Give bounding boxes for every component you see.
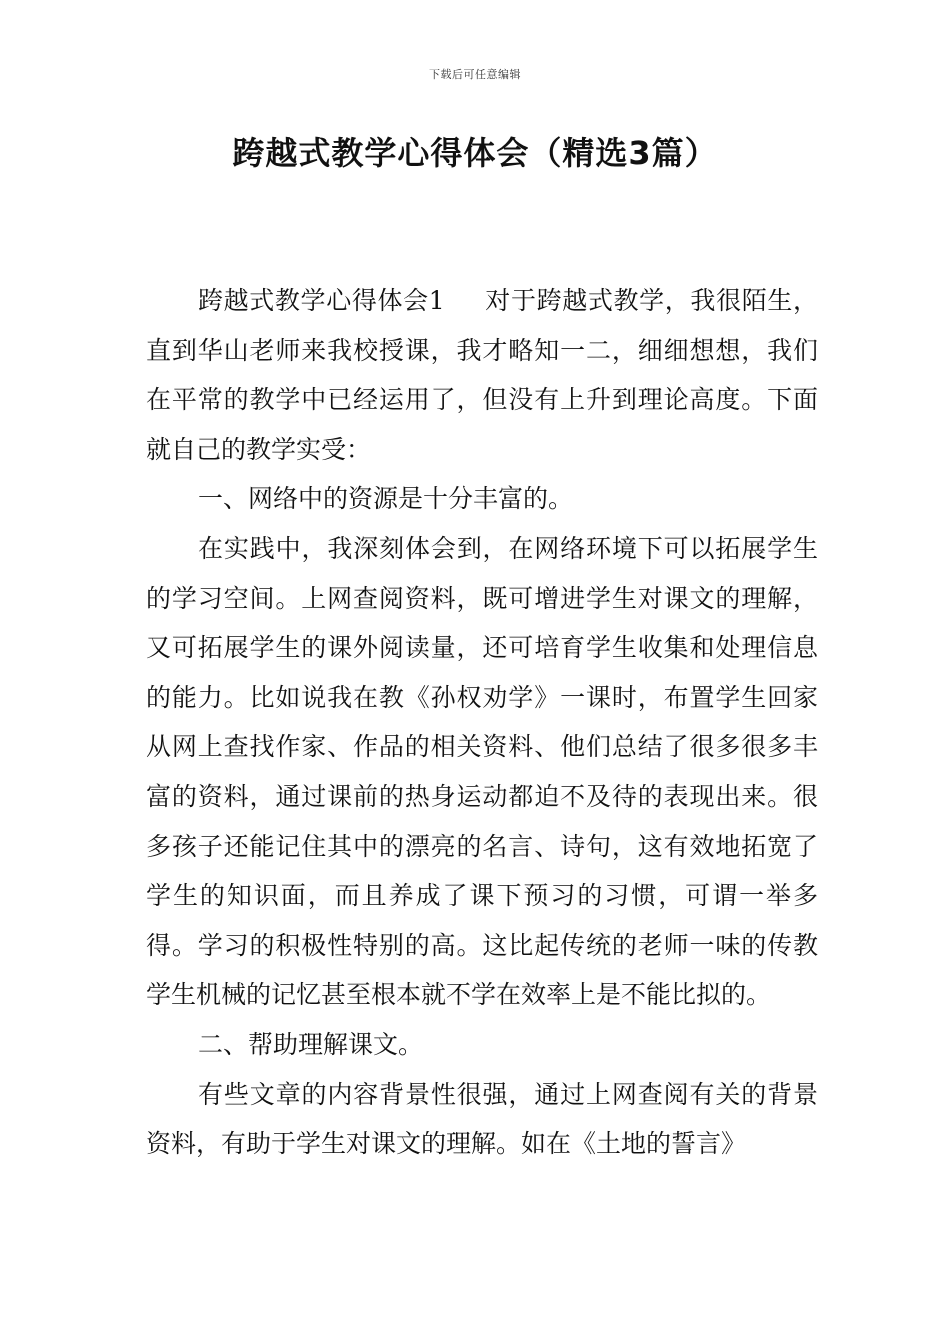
paragraph-2: 一、网络中的资源是十分丰富的。 bbox=[198, 484, 574, 514]
paragraph-3: 在实践中，我深刻体会到，在网络环境下可以拓展学生的学习空间。上网查阅资料，既可增进学生对课文的理解，又可拓展学生的课外阅读量，还可培育学生收集和处理信息的能力。比如说我在教《孙权劝学》一课时，布置学生回家从网上查找作家、作品的相关资料、他们总结了很多很多丰富的资料，通过课前的热身运动都迫不及待的表现出来。很多孩子还能记住其中的漂亮的名言、诗句，这有效地拓宽了学生的知识面，而且养成了课下预习的习惯，可谓一举多得。学习的积极性特别的高。这比起传统的老师一味的传教学生机械的记忆甚至根本就不学在效率上是不能比拟的。 bbox=[146, 533, 818, 1010]
header-note: 下载后可任意编辑 bbox=[429, 68, 521, 81]
paragraph-1 bbox=[146, 276, 818, 474]
document-title: 跨越式教学心得体会（精选3篇） bbox=[232, 134, 718, 172]
section-heading: 跨越式教学心得体会1 bbox=[198, 286, 445, 315]
paragraph-text: 对于跨越式教学，我很陌生，直到华山老师来我校授课，我才略知一二，细细想想，我们在平常的教学中已经运用了，但没有上升到理论高度。下面就自己的教学实受： bbox=[146, 286, 818, 464]
paragraph-4: 二、帮助理解课文。 bbox=[198, 1029, 424, 1059]
paragraph-5: 有些文章的内容背景性很强，通过上网查阅有关的背景资料，有助于学生对课文的理解。如在《土地的誓言》 bbox=[146, 1079, 818, 1159]
document-body bbox=[146, 276, 818, 1169]
